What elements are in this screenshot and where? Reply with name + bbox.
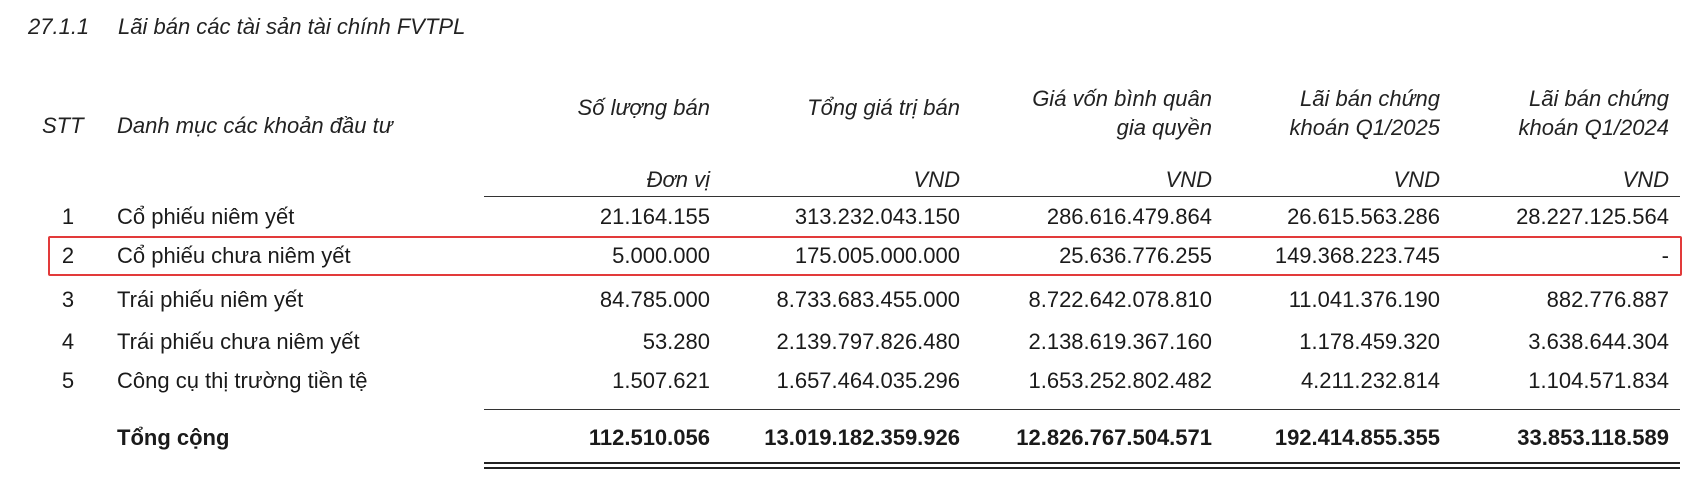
unit-quantity: Đơn vị	[646, 167, 710, 192]
row-stt: 5	[61, 368, 75, 393]
row-quantity: 5.000.000	[612, 243, 710, 268]
total-total-value: 13.019.182.359.926	[764, 425, 960, 450]
row-profit-2024: 3.638.644.304	[1528, 329, 1669, 354]
unit-profit-2024: VND	[1622, 167, 1669, 192]
header-profit-2024-line2: khoán Q1/2024	[1518, 115, 1669, 140]
row-total-value: 1.657.464.035.296	[776, 368, 960, 393]
row-profit-2025: 149.368.223.745	[1274, 243, 1440, 268]
row-quantity: 53.280	[642, 329, 710, 354]
row-stt: 4	[61, 329, 75, 354]
row-profit-2024: 882.776.887	[1546, 287, 1669, 312]
header-divider	[484, 196, 1680, 197]
header-profit-2025	[1232, 84, 1440, 142]
row-total-value: 8.733.683.455.000	[776, 287, 960, 312]
total-label: Tổng cộng	[117, 425, 230, 450]
table-row	[0, 364, 1690, 398]
header-avg-cost-line2: gia quyền	[1116, 115, 1212, 140]
row-name: Trái phiếu chưa niêm yết	[117, 329, 360, 354]
total-row	[0, 421, 1690, 455]
row-avg-cost: 1.653.252.802.482	[1028, 368, 1212, 393]
row-name: Công cụ thị trường tiền tệ	[117, 368, 368, 393]
row-profit-2025: 1.178.459.320	[1299, 329, 1440, 354]
table-row	[0, 283, 1690, 317]
row-total-value: 313.232.043.150	[794, 204, 960, 229]
row-avg-cost: 2.138.619.367.160	[1028, 329, 1212, 354]
row-total-value: 2.139.797.826.480	[776, 329, 960, 354]
row-quantity: 21.164.155	[599, 204, 710, 229]
unit-avg-cost: VND	[1165, 167, 1212, 192]
row-quantity: 84.785.000	[599, 287, 710, 312]
header-stt: STT	[42, 113, 84, 138]
header-avg-cost-line1: Giá vốn bình quân	[1032, 86, 1212, 111]
section-title: Lãi bán các tài sản tài chính FVTPL	[118, 14, 466, 39]
section-heading	[28, 14, 465, 40]
row-total-value: 175.005.000.000	[794, 243, 960, 268]
header-profit-2025-line1: Lãi bán chứng	[1300, 86, 1440, 111]
row-stt: 2	[61, 243, 75, 268]
header-profit-2025-line2: khoán Q1/2025	[1289, 115, 1440, 140]
total-quantity: 112.510.056	[588, 425, 710, 450]
header-avg-cost	[980, 84, 1212, 142]
row-name: Cổ phiếu niêm yết	[117, 204, 295, 229]
table-row	[0, 200, 1690, 234]
row-avg-cost: 25.636.776.255	[1059, 243, 1212, 268]
section-number: 27.1.1	[28, 14, 90, 39]
total-profit-2024: 33.853.118.589	[1517, 425, 1669, 450]
row-name: Trái phiếu niêm yết	[117, 287, 304, 312]
row-profit-2025: 26.615.563.286	[1287, 204, 1440, 229]
row-profit-2025: 4.211.232.814	[1300, 368, 1440, 393]
total-double-underline	[484, 462, 1680, 469]
row-profit-2024: 1.104.571.834	[1528, 368, 1669, 393]
table-row	[0, 325, 1690, 359]
total-divider	[484, 409, 1680, 410]
row-profit-2024: 28.227.125.564	[1516, 204, 1669, 229]
header-total-value: Tổng giá trị bán	[807, 95, 960, 120]
total-avg-cost: 12.826.767.504.571	[1016, 425, 1212, 450]
row-profit-2025: 11.041.376.190	[1288, 287, 1440, 312]
row-stt: 3	[61, 287, 75, 312]
row-name: Cổ phiếu chưa niêm yết	[117, 243, 351, 268]
row-avg-cost: 8.722.642.078.810	[1028, 287, 1212, 312]
row-quantity: 1.507.621	[612, 368, 710, 393]
header-profit-2024-line1: Lãi bán chứng	[1529, 86, 1669, 111]
header-quantity: Số lượng bán	[577, 95, 710, 120]
unit-total-value: VND	[913, 167, 960, 192]
row-avg-cost: 286.616.479.864	[1046, 204, 1212, 229]
header-profit-2024	[1460, 84, 1669, 142]
row-stt: 1	[61, 204, 75, 229]
unit-profit-2025: VND	[1393, 167, 1440, 192]
header-category: Danh mục các khoản đầu tư	[117, 113, 393, 138]
total-profit-2025: 192.414.855.355	[1274, 425, 1440, 450]
row-profit-2024: -	[1661, 243, 1669, 268]
highlight-box	[48, 236, 1682, 276]
